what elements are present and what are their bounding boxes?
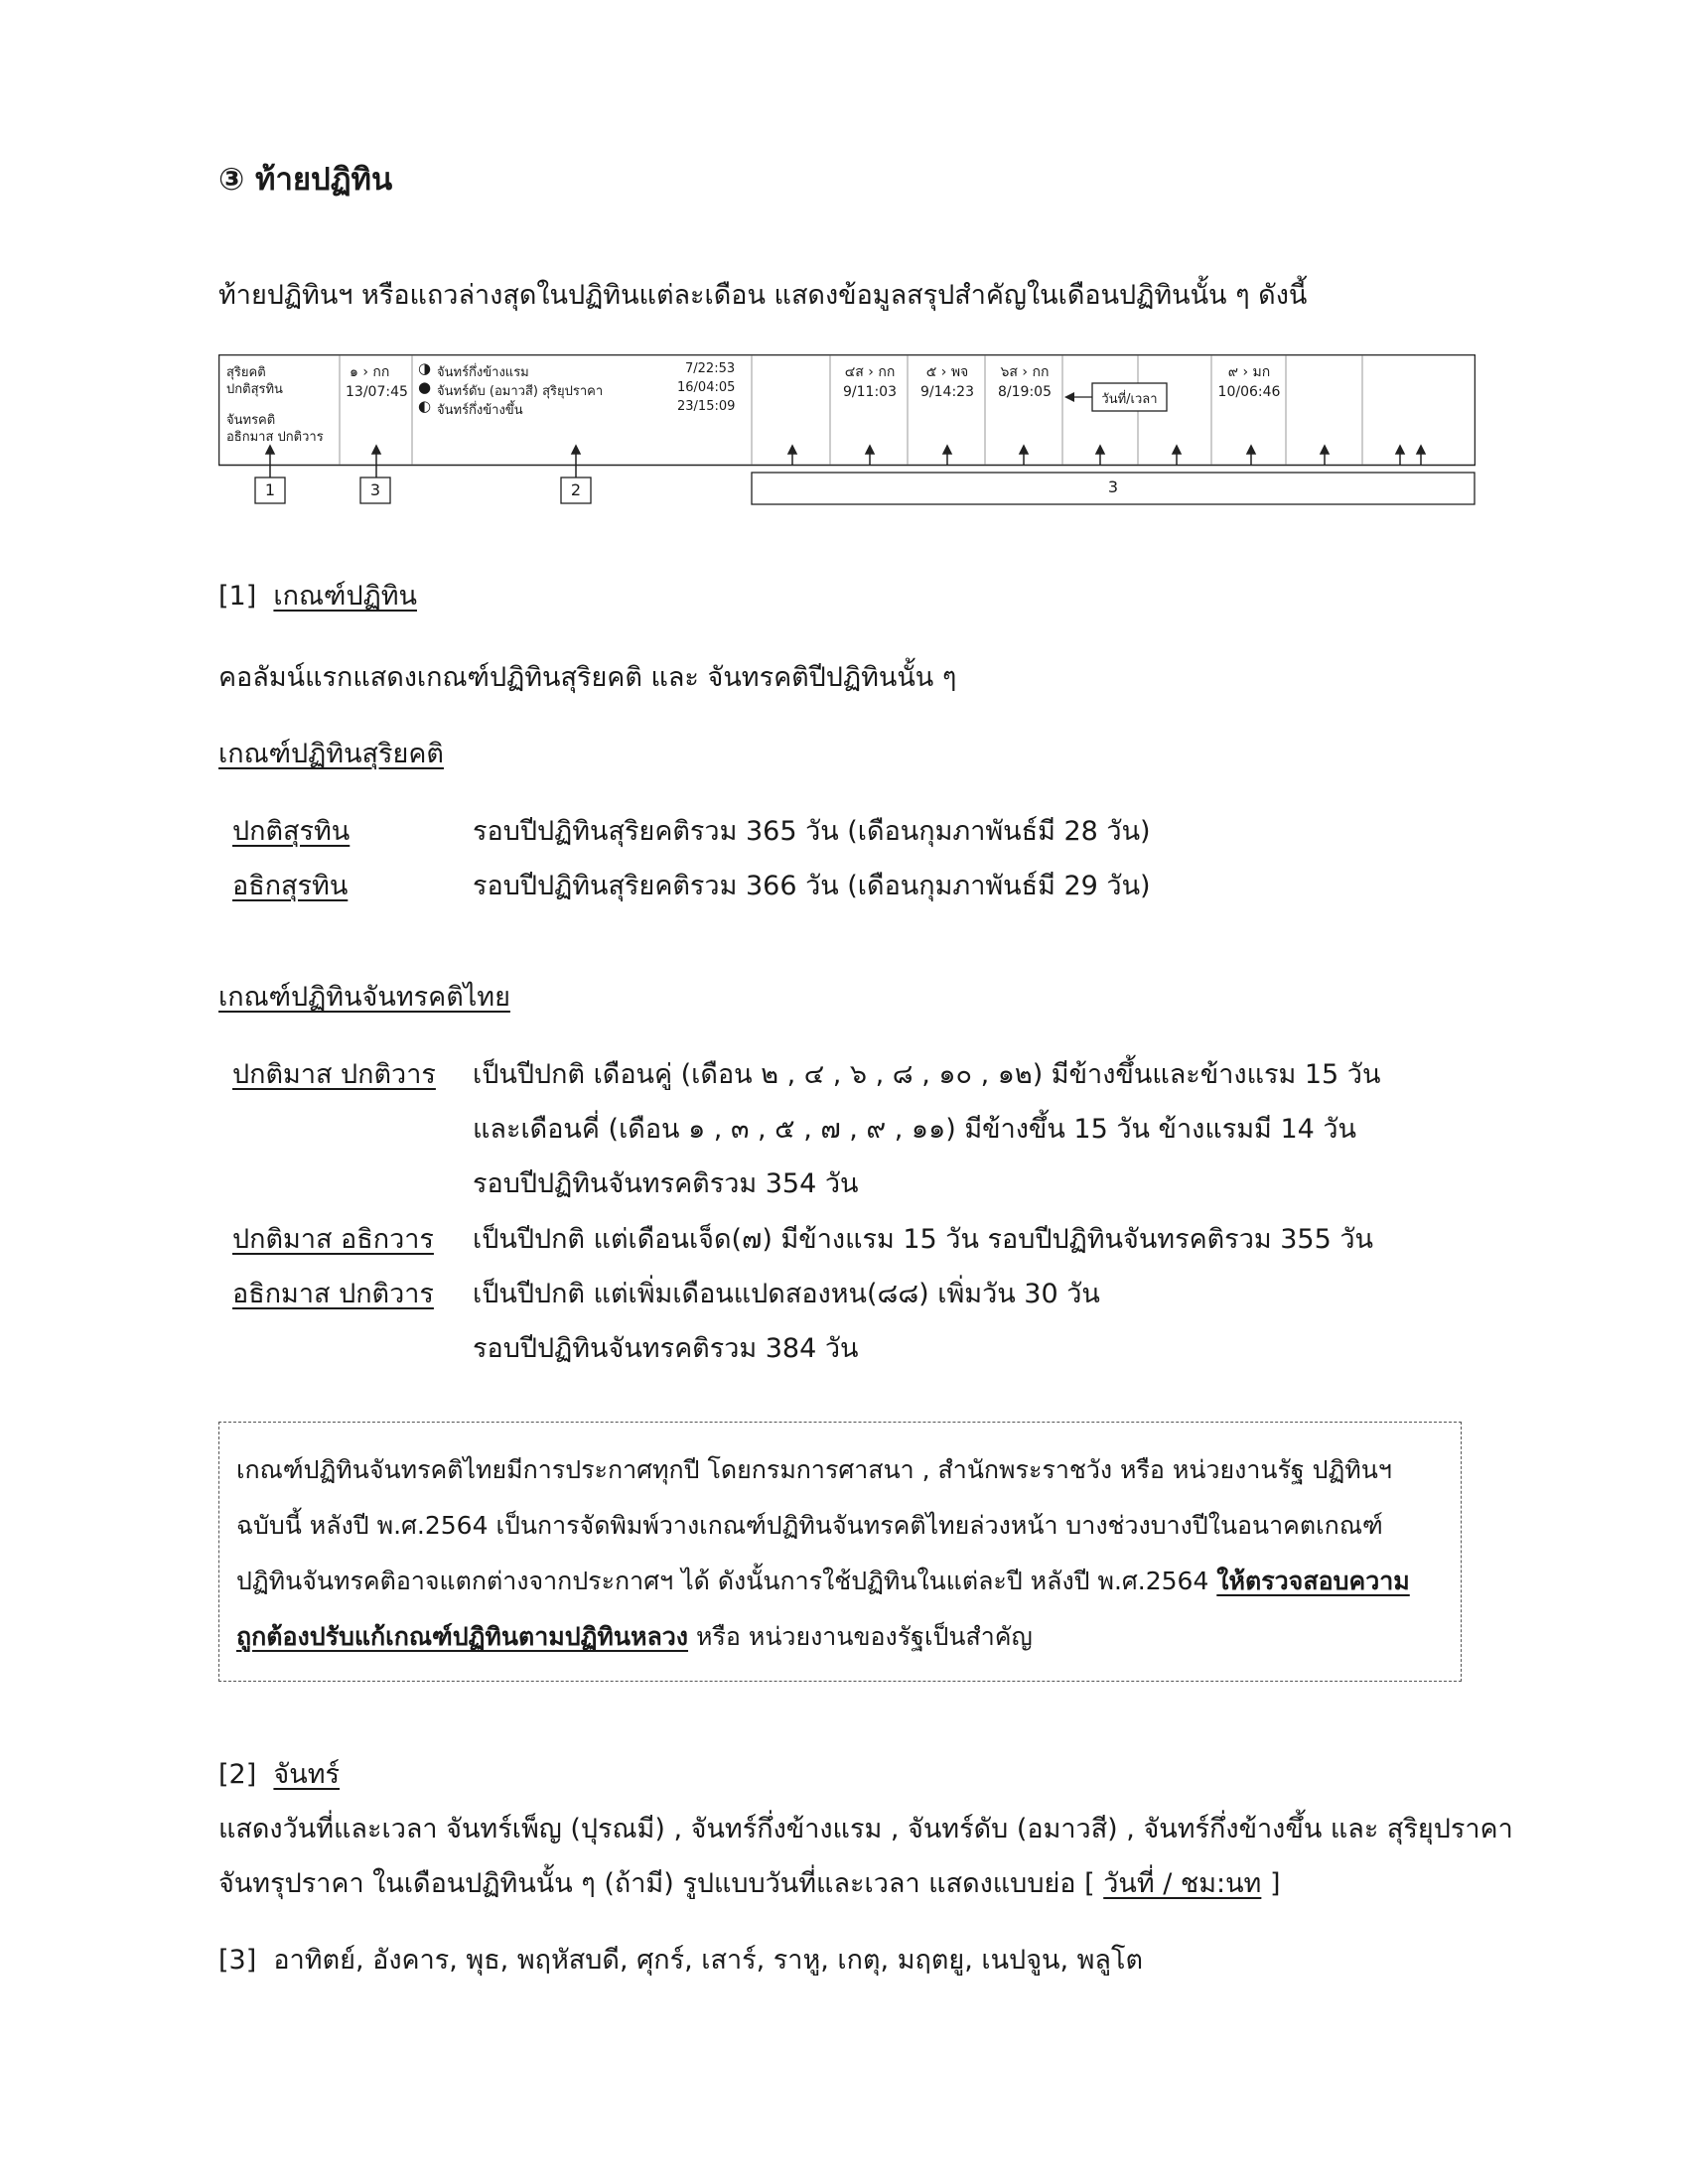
moon-desc-line bbox=[218, 1861, 1280, 1904]
moon-row-label: จันทร์ดับ (อมาวสี) สุริยุปราคา bbox=[437, 384, 604, 399]
planets-line bbox=[218, 1938, 1143, 1980]
solar-label: สุริยคติ bbox=[226, 365, 266, 380]
lunar-def-line: และเดือนคี่ (เดือน ๑ , ๓ , ๕ , ๗ , ๙ , ๑๑) มีข้างขึ้น 15 วัน ข้างแรมมี 14 วัน bbox=[473, 1114, 1356, 1145]
lunar-def-line: เป็นปีปกติ แต่เพิ่มเดือนแปดสองหน(๘๘) เพิ่มวัน 30 วัน bbox=[473, 1279, 1100, 1309]
moon-heading-text: จันทร์ bbox=[273, 1759, 340, 1790]
note-line: ฉบับนี้ หลังปี พ.ศ.2564 เป็นการจัดพิมพ์วางเกณฑ์ปฏิทินจันทรคติไทยล่วงหน้า บางช่วงบางปีในอนาคตเกณฑ์ bbox=[236, 1511, 1383, 1540]
lunar-term: ปกติมาส ปกติวาร bbox=[232, 1059, 436, 1090]
moon-row-label: จันทร์กึ่งข้างแรม bbox=[437, 365, 529, 380]
lunar-def-line: เป็นปีปกติ แต่เดือนเจ็ด(๗) มีข้างแรม 15 วัน รอบปีปฏิทินจันทรคติรวม 355 วัน bbox=[473, 1224, 1373, 1255]
lunar-term: ปกติมาส อธิกวาร bbox=[232, 1224, 434, 1255]
planet-date: 9/14:23 bbox=[920, 384, 974, 400]
solar-type: ปกติสุรทิน bbox=[226, 382, 283, 397]
moon-row-time: 23/15:09 bbox=[677, 399, 736, 414]
criteria-desc: คอลัมน์แรกแสดงเกณฑ์ปฏิทินสุริยคติ และ จันทรคติปีปฏิทินนั้น ๆ bbox=[218, 662, 957, 693]
planet-date: 9/11:03 bbox=[843, 384, 897, 400]
note-emphasis: ถูกต้องปรับแก้เกณฑ์ปฏิทินตามปฏิทินหลวง bbox=[236, 1622, 689, 1651]
note-line bbox=[236, 1562, 1410, 1601]
note-text: หรือ หน่วยงานของรัฐเป็นสำคัญ bbox=[688, 1622, 1033, 1651]
moon-waxing-icon: ◐ bbox=[418, 397, 432, 415]
planets-list: อาทิตย์, อังคาร, พุธ, พฤหัสบดี, ศุกร์, เสาร์, ราหู, เกตุ, มฤตยู, เนปจูน, พลูโต bbox=[273, 1945, 1144, 1976]
planets-heading-number: [3] bbox=[218, 1945, 257, 1976]
planet-sign: ๔ส › กก bbox=[844, 364, 896, 380]
moon-row-time: 16/04:05 bbox=[677, 380, 736, 395]
planet-date: 8/19:05 bbox=[998, 384, 1052, 400]
planet-date: 10/06:46 bbox=[1217, 384, 1281, 400]
moon-desc-line: แสดงวันที่และเวลา จันทร์เพ็ญ (ปุรณมี) , จันทร์กึ่งข้างแรม , จันทร์ดับ (อมาวสี) , จันทร์กึ่งข้างขึ้น และ สุริยุปราคา bbox=[218, 1814, 1513, 1844]
moon-heading bbox=[218, 1752, 340, 1795]
moon-desc-text: ] bbox=[1261, 1868, 1281, 1899]
planet-sign: ๕ › พจ bbox=[925, 364, 969, 380]
note-text: ปฏิทินจันทรคติอาจแตกต่างจากประกาศฯ ได้ ดังนั้นการใช้ปฏิทินในแต่ละปี หลังปี พ.ศ.2564 bbox=[236, 1567, 1217, 1595]
moon-row-time: 7/22:53 bbox=[685, 361, 736, 376]
lunar-def-line: รอบปีปฏิทินจันทรคติรวม 354 วัน bbox=[473, 1168, 859, 1199]
moon-desc-text: จันทรุปราคา ในเดือนปฏิทินนั้น ๆ (ถ้ามี) รูปแบบวันที่และเวลา แสดงแบบย่อ [ bbox=[218, 1868, 1104, 1899]
criteria-heading-number: [1] bbox=[218, 581, 257, 612]
solar-term: ปกติสุรทิน bbox=[232, 816, 351, 847]
label-1: 1 bbox=[264, 480, 276, 499]
label-2: 2 bbox=[570, 480, 582, 499]
solar-def: รอบปีปฏิทินสุริยคติรวม 366 วัน (เดือนกุมภาพันธ์มี 29 วัน) bbox=[473, 871, 1151, 901]
solar-criteria-heading: เกณฑ์ปฏิทินสุริยคติ bbox=[218, 739, 444, 769]
new-moon-icon: ● bbox=[418, 378, 432, 396]
moon-heading-number: [2] bbox=[218, 1759, 257, 1790]
moon-format: วันที่ / ชม:นท bbox=[1103, 1868, 1262, 1899]
callout-label: วันที่/เวลา bbox=[1101, 392, 1158, 407]
note-emphasis: ให้ตรวจสอบความ bbox=[1216, 1567, 1410, 1595]
section-title: ③ ท้ายปฏิทิน bbox=[218, 162, 393, 198]
lunar-term: อธิกมาส ปกติวาร bbox=[232, 1279, 434, 1309]
label-3-span: 3 bbox=[1107, 478, 1119, 496]
lunar-def-line: รอบปีปฏิทินจันทรคติรวม 384 วัน bbox=[473, 1333, 859, 1364]
intro-text: ท้ายปฏิทินฯ หรือแถวล่างสุดในปฏิทินแต่ละเดือน แสดงข้อมูลสรุปสำคัญในเดือนปฏิทินนั้น ๆ ดังนี้ bbox=[218, 280, 1308, 311]
label-3: 3 bbox=[369, 480, 381, 499]
moon-row-label: จันทร์กึ่งข้างขึ้น bbox=[437, 403, 523, 418]
solar-def: รอบปีปฏิทินสุริยคติรวม 365 วัน (เดือนกุมภาพันธ์มี 28 วัน) bbox=[473, 816, 1151, 847]
criteria-heading bbox=[218, 574, 417, 616]
sun-sign: ๑ › กก bbox=[350, 364, 390, 380]
solar-term: อธิกสุรทิน bbox=[232, 871, 349, 901]
sun-date: 13/07:45 bbox=[346, 384, 408, 400]
planet-sign: ๖ส › กก bbox=[1000, 364, 1050, 380]
note-box bbox=[218, 1422, 1462, 1682]
calendar-footer-diagram bbox=[218, 354, 1476, 508]
lunar-criteria-heading: เกณฑ์ปฏิทินจันทรคติไทย bbox=[218, 982, 510, 1013]
note-line: เกณฑ์ปฏิทินจันทรคติไทยมีการประกาศทุกปี โดยกรมการศาสนา , สำนักพระราชวัง หรือ หน่วยงานรัฐ ปฏิทินฯ bbox=[236, 1455, 1392, 1484]
moon-waning-icon: ◑ bbox=[418, 359, 432, 377]
planet-sign: ๙ › มก bbox=[1227, 364, 1271, 380]
lunar-type: อธิกมาส ปกติวาร bbox=[226, 430, 324, 445]
criteria-heading-text: เกณฑ์ปฏิทิน bbox=[273, 581, 417, 612]
lunar-def-line: เป็นปีปกติ เดือนคู่ (เดือน ๒ , ๔ , ๖ , ๘ , ๑๐ , ๑๒) มีข้างขึ้นและข้างแรม 15 วัน bbox=[473, 1059, 1381, 1090]
note-line bbox=[236, 1617, 1033, 1657]
lunar-label: จันทรคติ bbox=[226, 413, 276, 428]
